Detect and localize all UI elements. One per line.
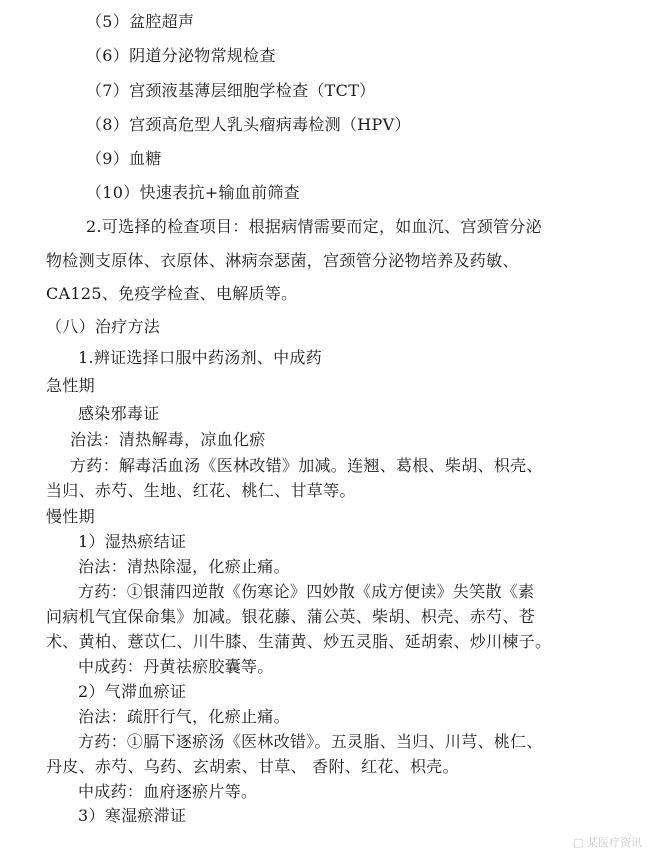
exam-item-9: （9）血糖 [86,149,162,168]
exam-item-8: （8）宫颈高危型人乳头瘤病毒检测（HPV） [86,115,411,134]
qi-stagnation-formula-line-2: 丹皮、赤芍、乌药、玄胡索、甘草、 香附、红花、枳壳。 [46,757,459,776]
qi-stagnation-formula-line-1: 方药：①膈下逐瘀汤《医林改错》。五灵脂、当归、川芎、桃仁、 [78,732,543,751]
qi-stagnation-patent-medicine: 中成药：血府逐瘀片等。 [78,782,258,801]
syndrome-damp-heat: 1）湿热瘀结证 [78,532,187,551]
exam-item-7: （7）宫颈液基薄层细胞学检查（TCT） [86,81,376,100]
acute-formula-line-1: 方药：解毒活血汤《医林改错》加减。连翘、葛根、柴胡、枳壳、 [70,456,543,475]
watermark: ▢ 某医疗资讯 [573,836,642,849]
damp-heat-method: 治法：清热除湿，化瘀止痛。 [78,557,290,576]
optional-exams-line-1: 2.可选择的检查项目：根据病情需要而定，如血沉、宫颈管分泌 [86,217,542,236]
acute-formula-line-2: 当归、赤芍、生地、红花、桃仁、甘草等。 [46,481,356,500]
syndrome-qi-stagnation: 2）气滞血瘀证 [78,682,187,701]
syndrome-infection: 感染邪毒证 [78,404,160,423]
damp-heat-formula-line-2: 问病机气宜保命集》加减。银花藤、蒲公英、柴胡、枳壳、赤芍、苍 [46,607,536,626]
section-heading-treatment: （八）治疗方法 [46,317,161,336]
exam-item-10: （10）快速表抗+输血前筛查 [86,183,300,202]
stage-chronic: 慢性期 [46,507,95,526]
stage-acute: 急性期 [46,376,95,395]
optional-exams-line-2: 物检测支原体、衣原体、淋病奈瑟菌，宫颈管分泌物培养及药敏、 [46,251,519,270]
optional-exams-line-3: CA125、免疫学检查、电解质等。 [46,284,298,303]
qi-stagnation-method: 治法：疏肝行气，化瘀止痛。 [78,707,290,726]
damp-heat-patent-medicine: 中成药：丹黄祛瘀胶囊等。 [78,657,274,676]
treatment-subheading: 1.辨证选择口服中药汤剂、中成药 [78,348,323,367]
exam-item-5: （5）盆腔超声 [86,12,195,31]
acute-method: 治法：清热解毒，凉血化瘀 [70,430,266,449]
syndrome-cold-damp: 3）寒湿瘀滞证 [78,806,187,825]
damp-heat-formula-line-1: 方药：①银蒲四逆散《伤寒论》四妙散《成方便读》失笑散《素 [78,582,535,601]
damp-heat-formula-line-3: 术、黄柏、薏苡仁、川牛膝、生蒲黄、炒五灵脂、延胡索、炒川楝子。 [46,632,552,651]
exam-item-6: （6）阴道分泌物常规检查 [86,46,276,65]
